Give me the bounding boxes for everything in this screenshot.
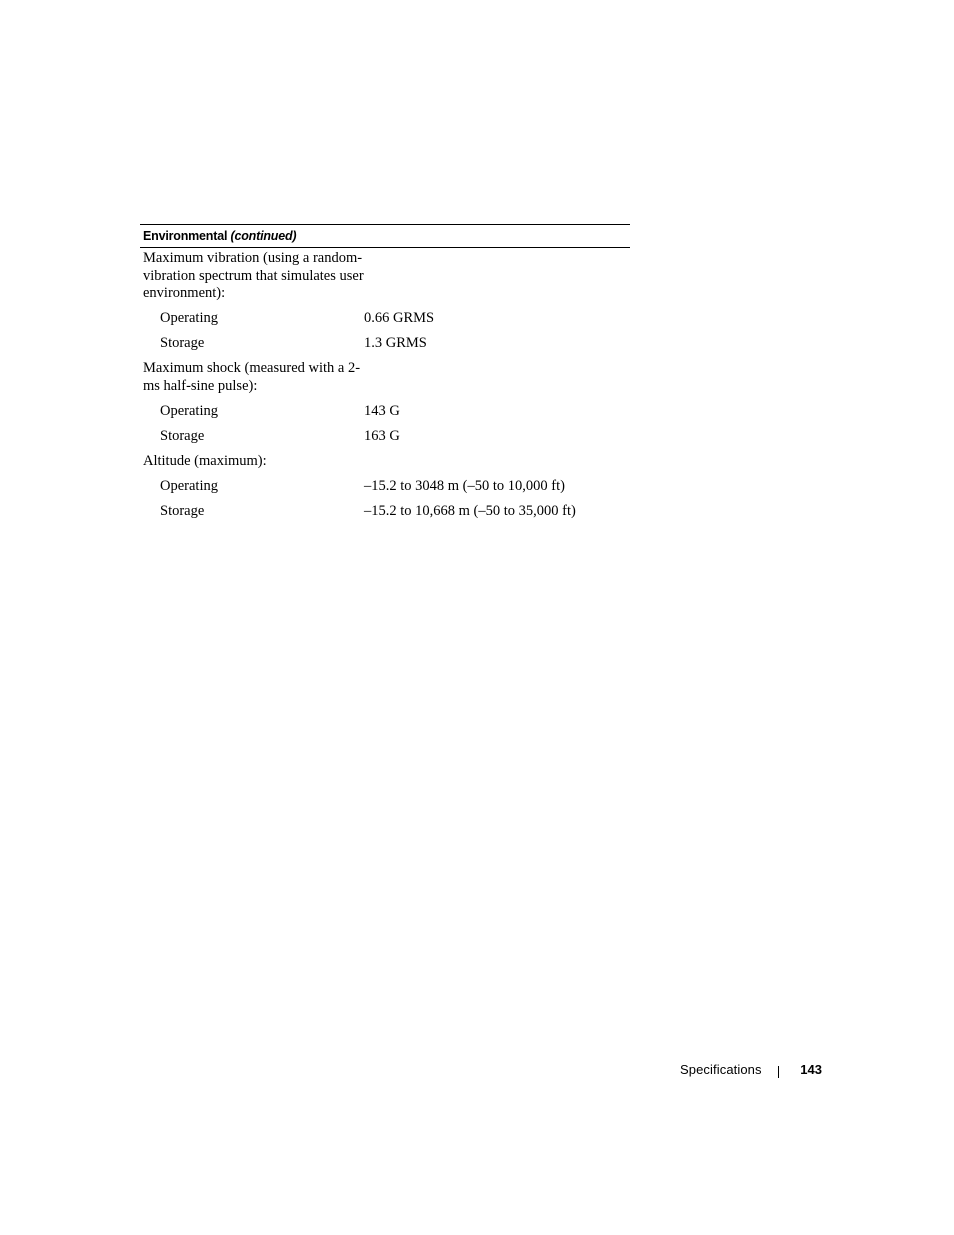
table-header xyxy=(140,224,630,248)
row-value: 143 G xyxy=(364,402,400,419)
row-value xyxy=(364,250,630,303)
table-row-shock-operating xyxy=(140,403,630,428)
table-row-altitude-operating xyxy=(140,478,630,503)
row-value: 1.3 GRMS xyxy=(364,335,427,351)
row-label: Storage xyxy=(160,502,205,519)
row-value xyxy=(364,453,630,471)
table-body xyxy=(140,248,630,528)
table-row-vibration-storage xyxy=(140,335,630,360)
table-row-shock-heading xyxy=(140,360,630,403)
page-footer xyxy=(680,1061,822,1081)
table-row-altitude-heading xyxy=(140,453,630,478)
row-label: Operating xyxy=(160,310,218,326)
row-value xyxy=(364,360,630,395)
row-value: –15.2 to 10,668 m (–50 to 35,000 ft) xyxy=(364,502,576,519)
row-value: 0.66 GRMS xyxy=(364,310,435,326)
row-label: Maximum shock (measured with a 2-ms half-sine pulse): xyxy=(143,360,361,394)
row-label: Operating xyxy=(160,402,218,419)
table-row-shock-storage xyxy=(140,428,630,453)
row-label: Storage xyxy=(160,335,205,351)
table-row-vibration-heading xyxy=(140,250,630,310)
page-number: 143 xyxy=(800,1062,822,1077)
footer-section-title: Specifications xyxy=(680,1062,762,1077)
row-label: Maximum vibration (using a random-vibration spectrum that simulates user environment): xyxy=(143,250,364,301)
row-value: –15.2 to 3048 m (–50 to 10,000 ft) xyxy=(364,477,565,494)
table-continued-label: (continued) xyxy=(230,229,297,243)
table-row-vibration-operating xyxy=(140,310,630,335)
table-title: Environmental xyxy=(143,229,228,243)
environmental-spec-table xyxy=(140,224,630,528)
row-value: 163 G xyxy=(364,427,400,444)
row-label: Operating xyxy=(160,477,218,494)
footer-separator xyxy=(778,1066,779,1078)
row-label: Storage xyxy=(160,427,205,444)
row-label: Altitude (maximum): xyxy=(143,452,267,469)
table-row-altitude-storage xyxy=(140,503,630,528)
